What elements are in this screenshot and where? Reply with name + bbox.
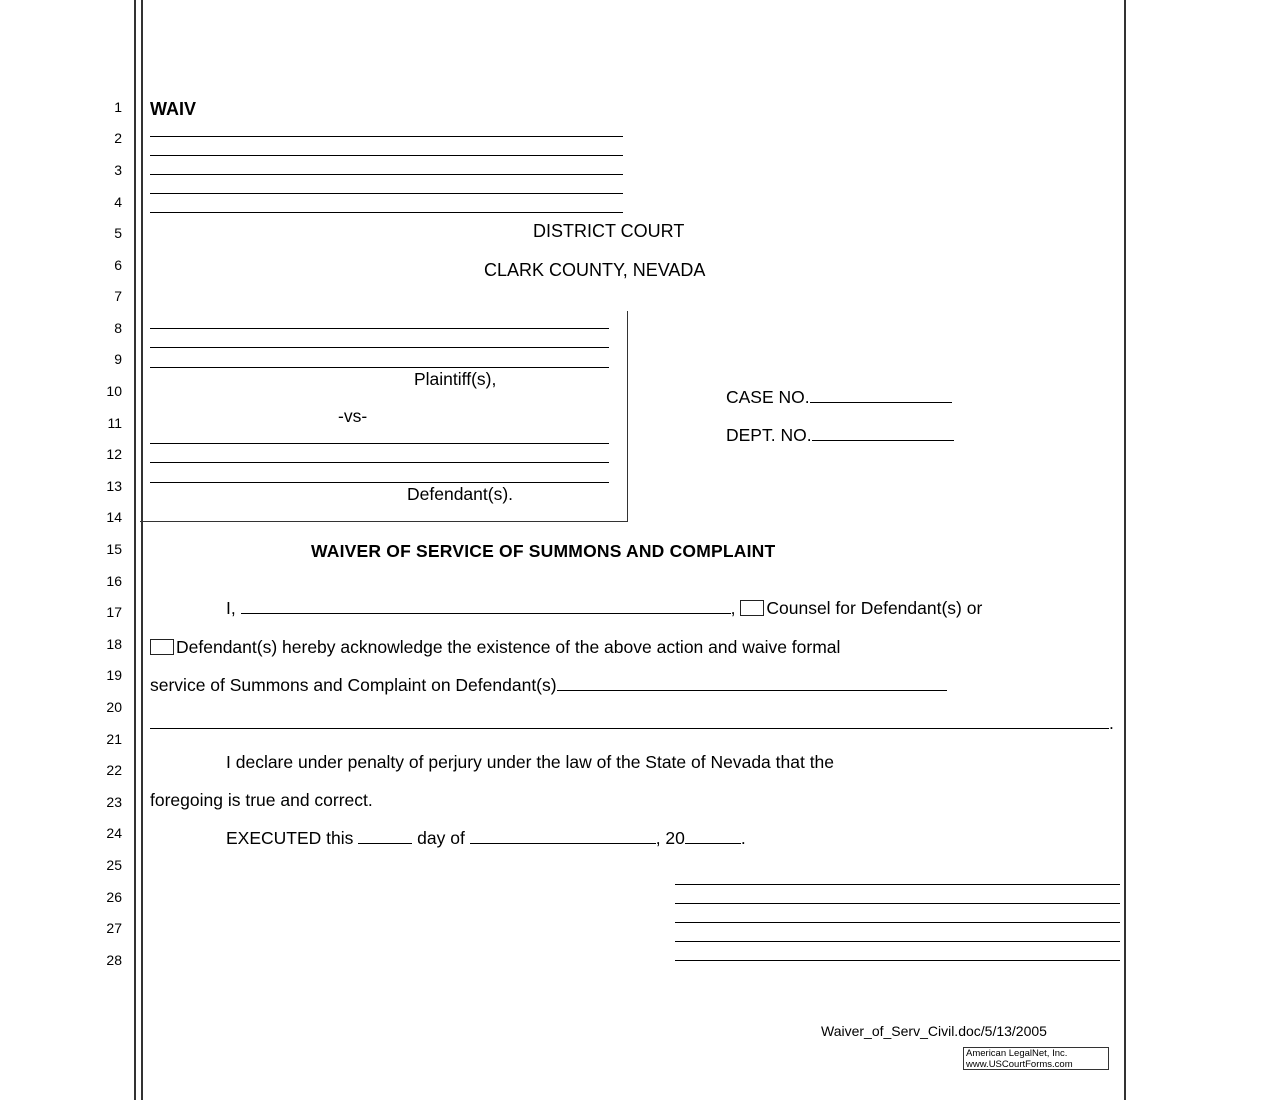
publisher-name: American LegalNet, Inc. bbox=[966, 1048, 1068, 1059]
executed-period: . bbox=[740, 828, 746, 848]
body-line-19 bbox=[150, 675, 947, 696]
declarant-name-blank[interactable] bbox=[241, 612, 731, 614]
signature-line-4[interactable] bbox=[675, 941, 1120, 942]
right-margin-rule bbox=[1124, 0, 1126, 1100]
line-number: 1 bbox=[114, 99, 122, 115]
left-margin-rule-inner bbox=[141, 0, 143, 1100]
executed-day-of: day of bbox=[417, 828, 465, 848]
line-number: 22 bbox=[106, 762, 122, 778]
case-number-field bbox=[726, 387, 952, 408]
line-number: 13 bbox=[106, 478, 122, 494]
line-number: 20 bbox=[106, 699, 122, 715]
publisher-url[interactable]: www.USCourtForms.com bbox=[966, 1058, 1073, 1070]
defendant-line-1[interactable] bbox=[150, 443, 609, 444]
line-number: 18 bbox=[106, 636, 122, 652]
line-number: 8 bbox=[114, 320, 122, 336]
signature-line-3[interactable] bbox=[675, 922, 1120, 923]
plaintiff-line-3[interactable] bbox=[150, 367, 609, 368]
comma: , bbox=[730, 598, 736, 618]
line-number: 2 bbox=[114, 130, 122, 146]
line-number: 11 bbox=[107, 415, 122, 431]
line-number: 25 bbox=[106, 857, 122, 873]
line-number: 3 bbox=[114, 162, 122, 178]
defendant-checkbox[interactable] bbox=[150, 639, 174, 655]
line-number: 12 bbox=[106, 446, 122, 462]
dept-number-blank[interactable] bbox=[812, 439, 954, 441]
defendant-served-blank[interactable] bbox=[557, 689, 947, 691]
line-number: 10 bbox=[106, 383, 122, 399]
executed-day-blank[interactable] bbox=[358, 842, 412, 844]
signature-line-1[interactable] bbox=[675, 884, 1120, 885]
declaration-line-1: I declare under penalty of perjury under the law of the State of Nevada that the bbox=[226, 752, 835, 772]
body-line-18 bbox=[150, 637, 840, 658]
document-code: WAIV bbox=[150, 99, 197, 119]
caption-divider-vertical bbox=[627, 311, 628, 522]
line-number: 24 bbox=[106, 825, 122, 841]
counsel-option-label: Counsel for Defendant(s) or bbox=[766, 598, 983, 618]
executed-year-blank[interactable] bbox=[685, 842, 741, 844]
signature-line-2[interactable] bbox=[675, 903, 1120, 904]
defendant-label: Defendant(s). bbox=[407, 484, 514, 504]
line-number: 16 bbox=[106, 573, 122, 589]
line-number: 17 bbox=[106, 604, 122, 620]
left-margin-rule-outer bbox=[134, 0, 136, 1100]
attorney-info-line-2[interactable] bbox=[150, 155, 623, 156]
line-number: 27 bbox=[106, 920, 122, 936]
counsel-checkbox[interactable] bbox=[740, 600, 764, 616]
body-line-21 bbox=[150, 713, 1114, 734]
defendant-line-2[interactable] bbox=[150, 462, 609, 463]
versus-label: -vs- bbox=[338, 406, 368, 426]
line-number: 19 bbox=[106, 667, 122, 683]
line-number: 5 bbox=[114, 225, 122, 241]
court-name: DISTRICT COURT bbox=[533, 221, 685, 241]
signature-line-5[interactable] bbox=[675, 960, 1120, 961]
executed-prefix: EXECUTED this bbox=[226, 828, 354, 848]
line-number: 15 bbox=[106, 541, 122, 557]
period: . bbox=[1109, 713, 1114, 733]
declarant-prefix: I, bbox=[226, 598, 236, 618]
line-number: 6 bbox=[114, 257, 122, 273]
line-number: 9 bbox=[114, 351, 122, 367]
line-number: 26 bbox=[106, 889, 122, 905]
document-title: WAIVER OF SERVICE OF SUMMONS AND COMPLAINT bbox=[311, 541, 776, 561]
attorney-info-line-1[interactable] bbox=[150, 136, 623, 137]
dept-number-field bbox=[726, 425, 954, 446]
executed-year-prefix: , 20 bbox=[655, 828, 685, 848]
case-number-blank[interactable] bbox=[810, 401, 952, 403]
plaintiff-label: Plaintiff(s), bbox=[414, 369, 497, 389]
defendant-line-3[interactable] bbox=[150, 482, 609, 483]
executed-line bbox=[226, 828, 746, 849]
line-number: 21 bbox=[106, 731, 122, 747]
line-number: 7 bbox=[114, 288, 122, 304]
service-text: service of Summons and Complaint on Defendant(s) bbox=[150, 675, 557, 695]
attorney-info-line-3[interactable] bbox=[150, 174, 623, 175]
executed-month-blank[interactable] bbox=[470, 842, 656, 844]
caption-divider-horizontal bbox=[140, 521, 628, 522]
declaration-line-2: foregoing is true and correct. bbox=[150, 790, 373, 810]
plaintiff-line-1[interactable] bbox=[150, 328, 609, 329]
body-line-17 bbox=[226, 598, 982, 619]
dept-number-label: DEPT. NO. bbox=[726, 425, 812, 445]
defendant-option-label: Defendant(s) hereby acknowledge the existence of the above action and waive formal bbox=[176, 637, 841, 657]
line-number: 4 bbox=[114, 194, 122, 210]
line-number: 28 bbox=[106, 952, 122, 968]
attorney-info-line-4[interactable] bbox=[150, 193, 623, 194]
line-number: 23 bbox=[106, 794, 122, 810]
plaintiff-line-2[interactable] bbox=[150, 347, 609, 348]
publisher-stamp bbox=[963, 1047, 1109, 1070]
file-reference: Waiver_of_Serv_Civil.doc/5/13/2005 bbox=[821, 1023, 1047, 1039]
county-name: CLARK COUNTY, NEVADA bbox=[484, 260, 706, 280]
case-number-label: CASE NO. bbox=[726, 387, 810, 407]
defendant-served-blank-continued[interactable] bbox=[150, 727, 1109, 729]
line-number: 14 bbox=[106, 509, 122, 525]
attorney-info-line-5[interactable] bbox=[150, 212, 623, 213]
